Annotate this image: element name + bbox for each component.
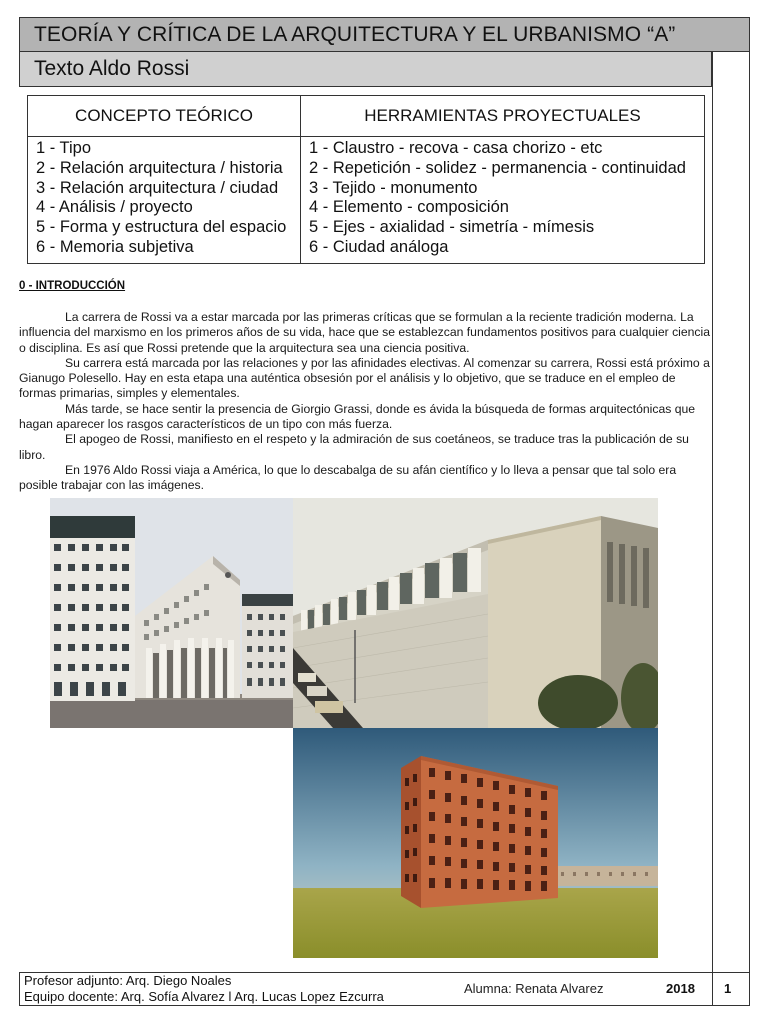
intro-text bbox=[19, 310, 712, 494]
tool-item: 1 - Claustro - recova - casa chorizo - etc bbox=[309, 139, 603, 157]
intro-paragraph: Su carrera está marcada por las relaciones y por las afinidades electivas. Al comenzar su carrera, Rossi está próximo a Gianugo Polesello. Hay en esta etapa una auténtica obsesión por el análisis y lo objetivo, que se traduce en el empleo de formas primarias, simples y elementales. bbox=[19, 355, 710, 401]
tools-column-header: HERRAMIENTAS PROYECTUALES bbox=[301, 96, 705, 137]
concept-list bbox=[28, 137, 301, 264]
concept-item: 3 - Relación arquitectura / ciudad bbox=[36, 178, 279, 197]
footer-divider bbox=[712, 973, 713, 1006]
footer-team: Equipo docente: Arq. Sofía Alvarez l Arq. Lucas Lopez Ezcurra bbox=[24, 988, 384, 1004]
concept-item: 2 - Relación arquitectura / historia bbox=[36, 158, 283, 177]
photo-gallaratese bbox=[293, 498, 658, 728]
document-subtitle: Texto Aldo Rossi bbox=[19, 52, 712, 87]
footer-year: 2018 bbox=[666, 981, 695, 996]
photo-rossi-buildings bbox=[50, 498, 293, 728]
tool-item: 3 - Tejido - monumento bbox=[309, 178, 478, 197]
tool-item: 5 - Ejes - axialidad - simetría - mímesis bbox=[309, 218, 595, 237]
page-margin-strip bbox=[712, 52, 750, 1006]
intro-paragraph: Más tarde, se hace sentir la presencia de Giorgio Grassi, donde es ávida la búsqueda de formas arquitectónicas que hagan aparecer los rasgos característicos de un tipo con más fuerza. bbox=[19, 401, 696, 432]
section-heading: 0 - INTRODUCCIÓN bbox=[19, 280, 126, 292]
intro-paragraph: En 1976 Aldo Rossi viaja a América, lo que lo descabalga de su afán científico y lo lleva a pensar que tal solo era posible trabajar con las imágenes. bbox=[19, 462, 677, 493]
intro-paragraph: El apogeo de Rossi, manifiesto en el respeto y la admiración de sus coetáneos, se traduce tras la publicación de su libro. bbox=[19, 432, 689, 462]
page-footer bbox=[19, 972, 750, 1006]
footer-credits bbox=[24, 973, 384, 1004]
intro-paragraph: La carrera de Rossi va a estar marcada por las primeras críticas que se formulan a la reciente tradición moderna. La influencia del marxismo en los primeros años de su vida, hace que se establezcan fundamentos positivos para cualquier ciencia o disciplina. Es así que Rossi pretende que la arquitectura sea una ciencia positiva. bbox=[19, 310, 711, 355]
footer-professor: Profesor adjunto: Arq. Diego Noales bbox=[24, 973, 232, 988]
photo-san-cataldo-cemetery bbox=[293, 728, 658, 958]
concept-column-header: CONCEPTO TEÓRICO bbox=[28, 96, 301, 137]
footer-student: Alumna: Renata Alvarez bbox=[464, 981, 604, 996]
concept-table bbox=[27, 95, 705, 264]
concept-item: 1 - Tipo bbox=[36, 139, 92, 157]
document-title: TEORÍA Y CRÍTICA DE LA ARQUITECTURA Y EL URBANISMO “A” bbox=[19, 17, 750, 52]
tool-item: 2 - Repetición - solidez - permanencia - continuidad bbox=[309, 158, 686, 177]
tool-item: 6 - Ciudad análoga bbox=[309, 237, 449, 256]
concept-item: 4 - Análisis / proyecto bbox=[36, 198, 193, 217]
page-number: 1 bbox=[724, 981, 732, 996]
tool-item: 4 - Elemento - composición bbox=[309, 198, 509, 217]
concept-item: 6 - Memoria subjetiva bbox=[36, 237, 194, 256]
concept-item: 5 - Forma y estructura del espacio bbox=[36, 218, 287, 237]
tools-list bbox=[301, 137, 705, 264]
